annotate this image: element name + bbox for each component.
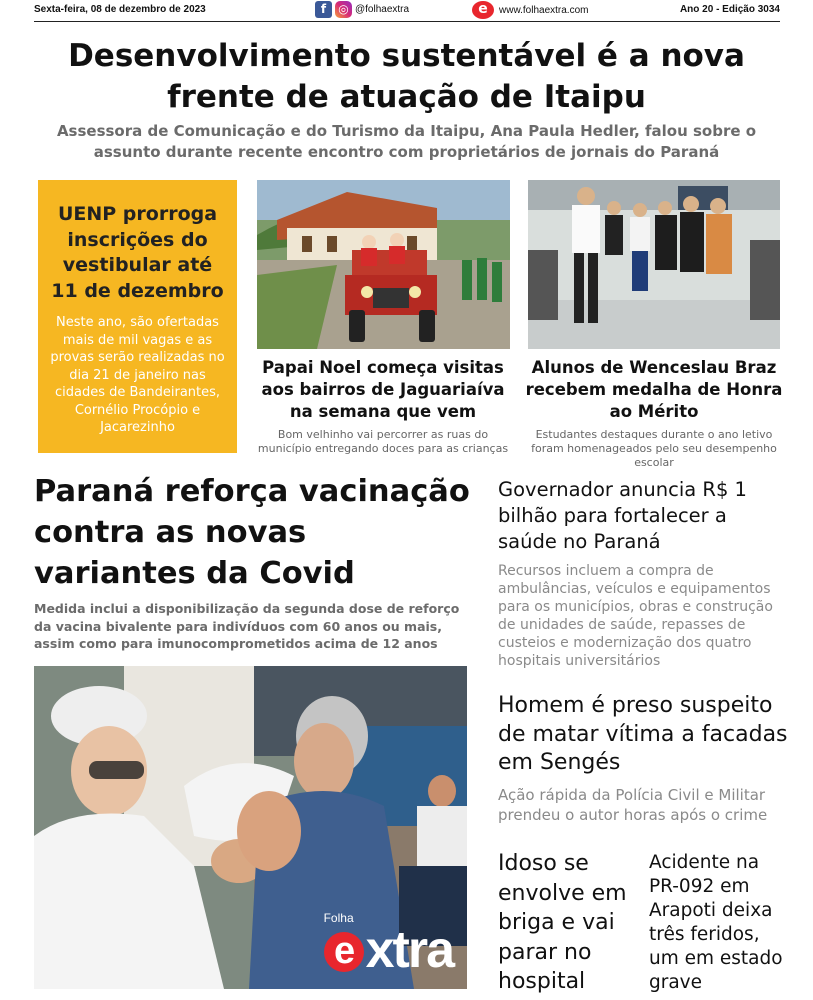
social-links (315, 1, 409, 18)
issue-date: Sexta-feira, 08 de dezembro de 2023 (34, 4, 206, 15)
story-governor[interactable] (498, 477, 788, 670)
masthead-bar (34, 0, 780, 22)
facebook-icon[interactable]: f (315, 1, 332, 18)
social-handle[interactable]: @folhaextra (355, 4, 410, 15)
story-accident[interactable] (649, 851, 789, 995)
logo-word-text: xtra (365, 921, 453, 979)
lead-subhead: Medida inclui a disponibilização da segunda dose de reforço da vacina bivalente para indivíduos com 60 anos ou mais, assim como para imunocomprometidos acima de 12 anos (34, 601, 460, 651)
logo-word (324, 921, 453, 979)
highlight-box-uenp[interactable] (38, 180, 237, 453)
story-description: Estudantes destaques durante o ano letivo foram homenageados pelo seu desempenho escolar (531, 428, 777, 469)
story-title: Papai Noel começa visitas aos bairros de Jaguariaíva na semana que vem (261, 358, 505, 421)
main-headline[interactable]: Desenvolvimento sustentável é a nova frente de atuação de Itaipu (68, 38, 745, 115)
story-card-santa[interactable] (254, 357, 512, 456)
story-title: Idoso se envolve em briga e vai parar no hospital (498, 851, 627, 994)
story-description: Bom velhinho vai percorrer as ruas do município entregando doces para as crianças (257, 428, 509, 455)
story-elder[interactable] (498, 849, 638, 997)
story-title: Governador anuncia R$ 1 bilhão para fortalecer a saúde no Paraná (498, 478, 747, 553)
main-subhead: Assessora de Comunicação e do Turismo da Itaipu, Ana Paula Hedler, falou sobre o assunto durante recente encontro com proprietários de jornais do Paraná (56, 122, 757, 161)
website-url[interactable]: www.folhaextra.com (499, 4, 589, 16)
vaccination-photo[interactable] (34, 666, 467, 989)
story-title: Acidente na PR-092 em Arapoti deixa três feridos, um em estado grave (649, 852, 783, 993)
story-card-medal[interactable] (524, 357, 784, 470)
logo-e-icon: e (324, 932, 364, 972)
santa-jeep-photo[interactable] (257, 180, 510, 349)
story-title: Homem é preso suspeito de matar vítima a facadas em Sengés (498, 693, 788, 775)
folha-extra-e-icon: e (472, 1, 494, 19)
story-title: Alunos de Wenceslau Braz recebem medalha de Honra ao Mérito (525, 358, 783, 421)
edition-number: Ano 20 - Edição 3034 (679, 4, 780, 15)
logo-small-text: Folha (323, 911, 354, 925)
highlight-text: Neste ano, são ofertadas mais de mil vagas e as provas serão realizadas no dia 21 de janeiro nas cidades de Bandeirantes, Cornélio Procópio e Jacarezinho (50, 315, 225, 435)
story-arrest[interactable] (498, 692, 788, 825)
students-medal-photo[interactable] (528, 180, 780, 349)
website-link[interactable] (472, 1, 588, 19)
highlight-title: UENP prorroga inscrições do vestibular até 11 de dezembro (51, 203, 224, 302)
folha-extra-logo (323, 911, 453, 979)
story-description: Ação rápida da Polícia Civil e Militar prendeu o autor horas após o crime (498, 785, 768, 824)
instagram-icon[interactable]: ◎ (335, 1, 352, 18)
lead-headline[interactable]: Paraná reforça vacinação contra as novas variantes da Covid (34, 474, 470, 591)
story-description: Recursos incluem a compra de ambulâncias, veículos e equipamentos para os municípios, obras e construção de unidades de saúde, repasses de custeios e modernização dos quatro hospitais universitários (498, 563, 773, 669)
